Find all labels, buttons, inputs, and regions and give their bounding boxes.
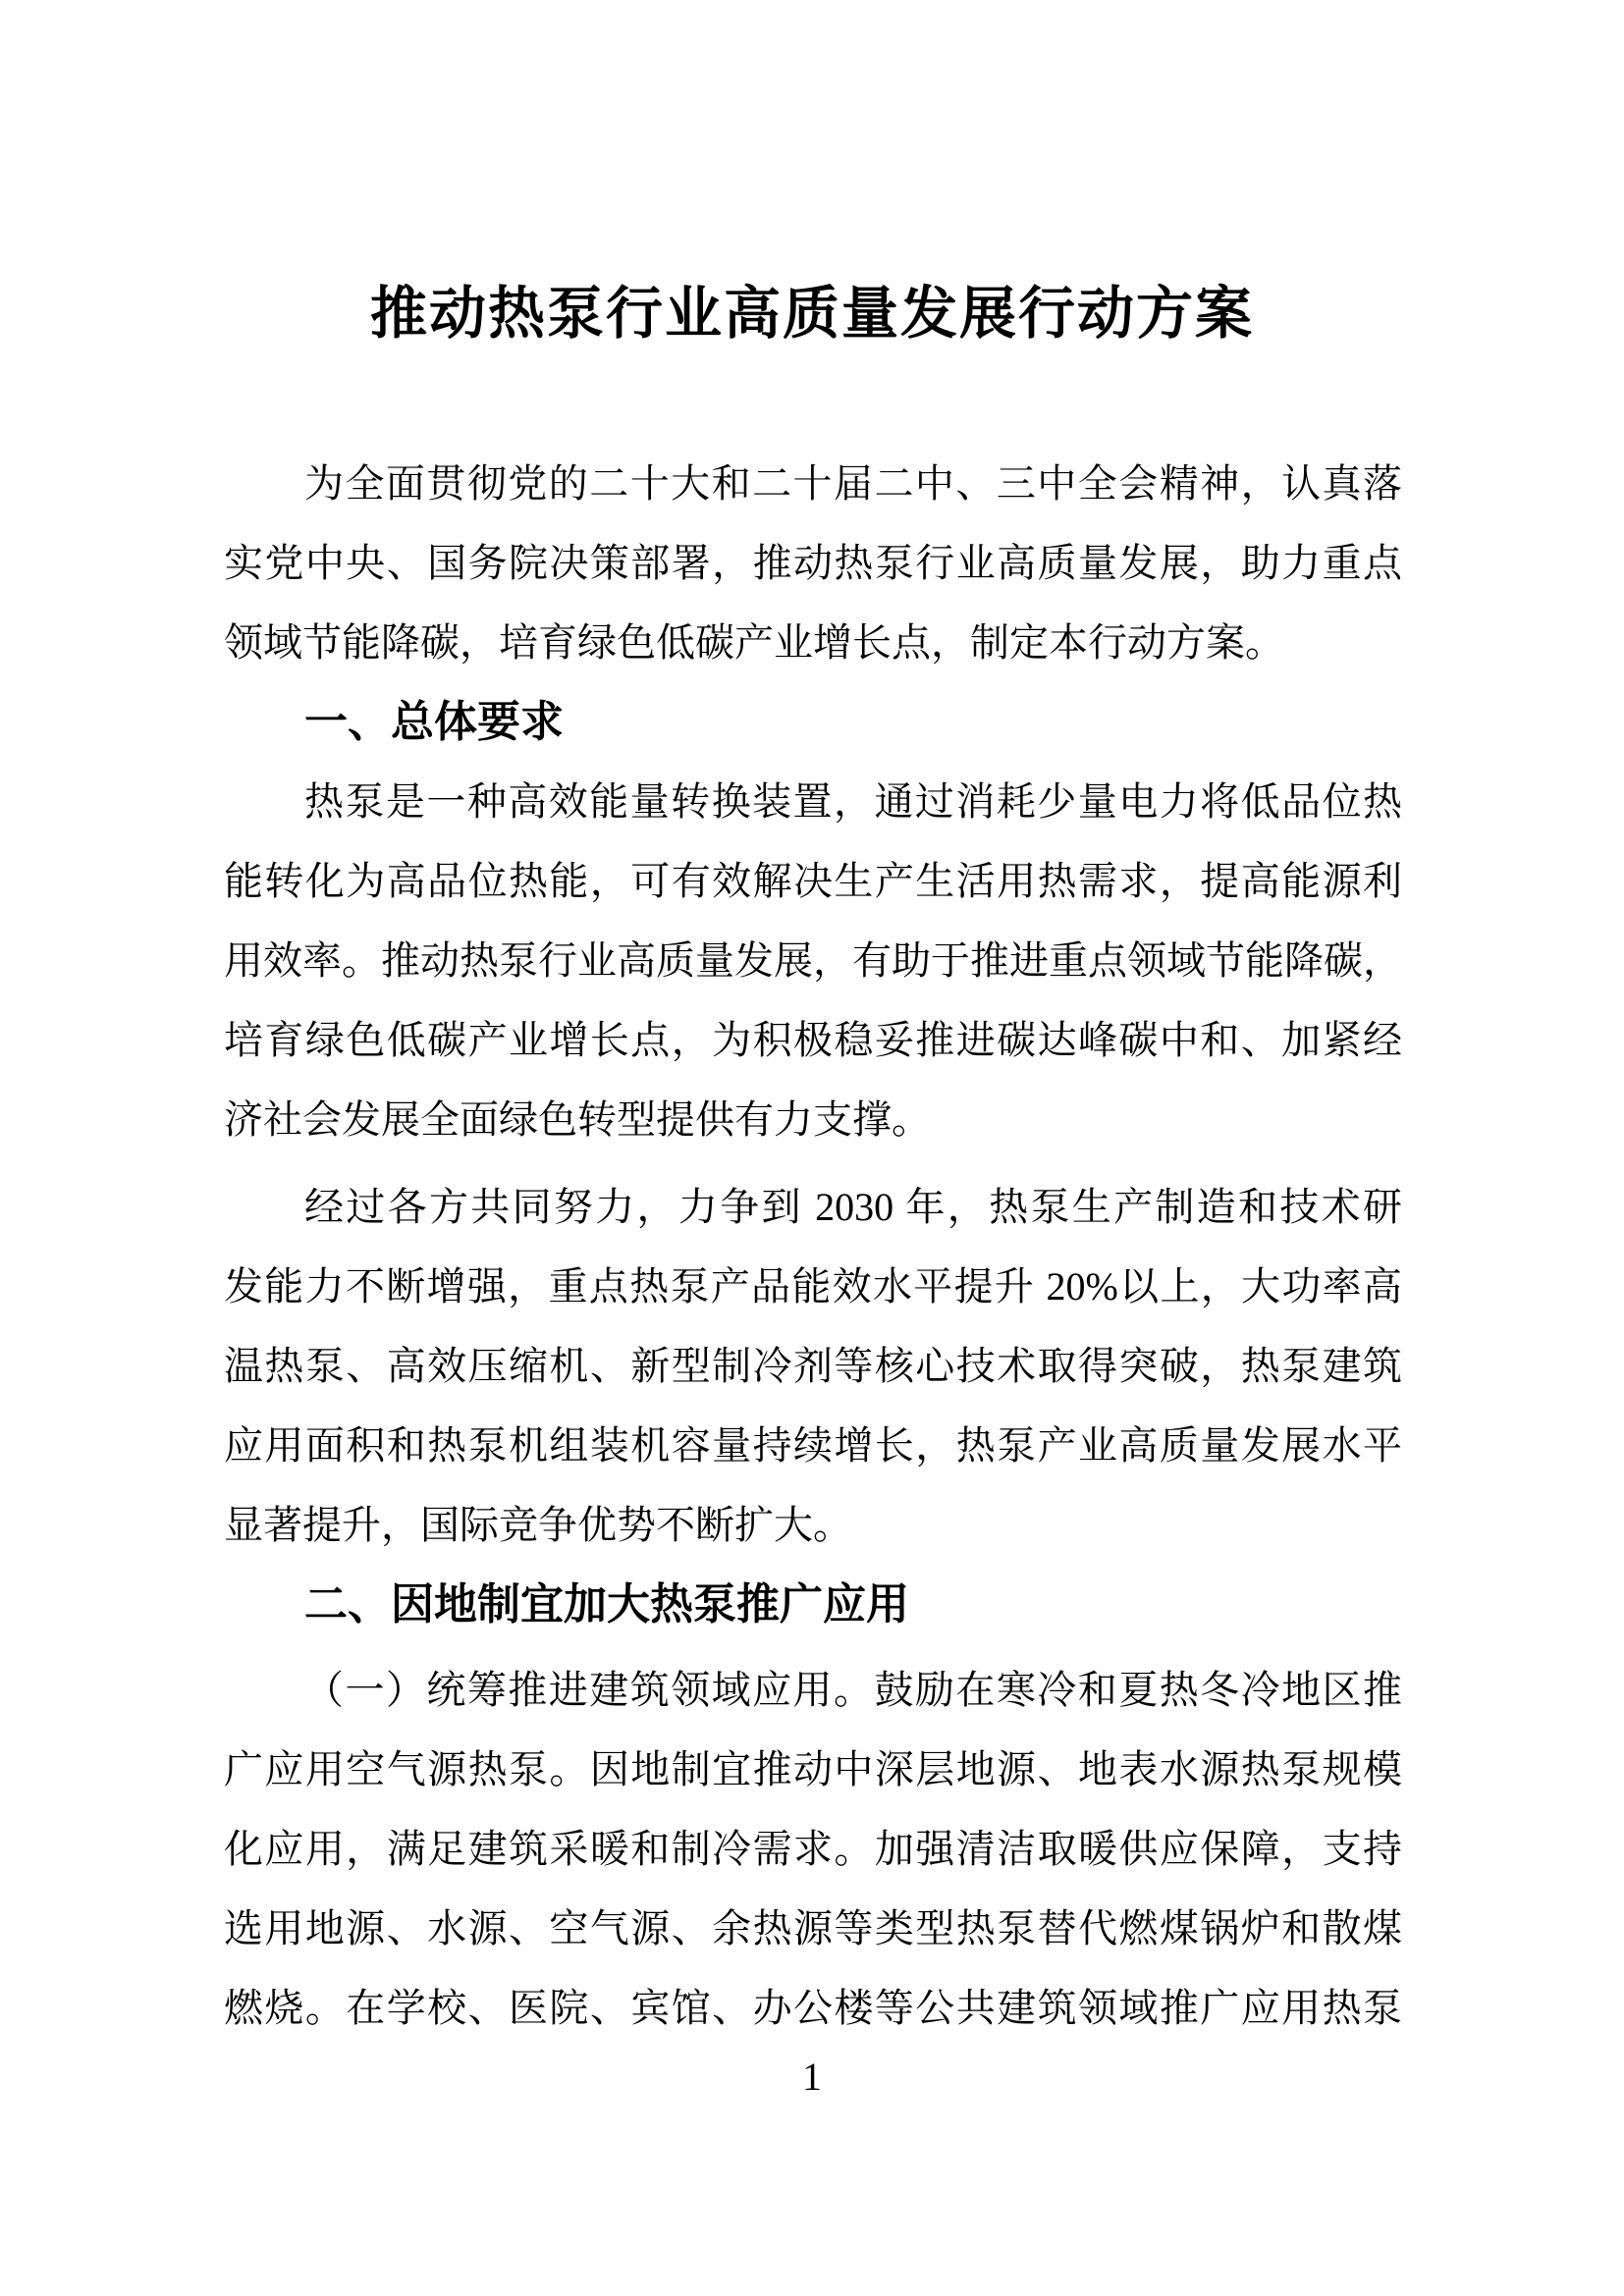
paragraph-line: 温热泵、高效压缩机、新型制冷剂等核心技术取得突破，热泵建筑 (224, 1344, 1402, 1388)
section-heading-1: 一、总体要求 (304, 698, 564, 746)
paragraph-line: 领域节能降碳，培育绿色低碳产业增长点，制定本行动方案。 (224, 620, 1284, 665)
paragraph-line: 用效率。推动热泵行业高质量发展，有助于推进重点领域节能降碳， (224, 938, 1402, 983)
paragraph-line: 经过各方共同努力，力争到 2030 年，热泵生产制造和技术研 (304, 1185, 1402, 1229)
paragraph-line: 热泵是一种高效能量转换装置，通过消耗少量电力将低品位热 (304, 779, 1402, 824)
paragraph-line: 化应用，满足建筑采暖和制冷需求。加强清洁取暖供应保障，支持 (224, 1827, 1402, 1871)
document-title: 推动热泵行业高质量发展行动方案 (369, 282, 1254, 346)
paragraph-line: 培育绿色低碳产业增长点，为积极稳妥推进碳达峰碳中和、加紧经 (224, 1018, 1402, 1062)
paragraph-line: 燃烧。在学校、医院、宾馆、办公楼等公共建筑领域推广应用热泵 (224, 1986, 1402, 2030)
paragraph-line: 发能力不断增强，重点热泵产品能效水平提升 20%以上，大功率高 (224, 1264, 1402, 1308)
paragraph-line: 显著提升，国际竞争优势不断扩大。 (224, 1503, 852, 1547)
document-body (224, 444, 1402, 2048)
section-heading-2: 二、因地制宜加大热泵推广应用 (304, 1580, 909, 1629)
paragraph-line: 济社会发展全面绿色转型提供有力支撑。 (224, 1097, 931, 1142)
paragraph-line: 选用地源、水源、空气源、余热源等类型热泵替代燃煤锅炉和散煤 (224, 1906, 1402, 1950)
paragraph-line: 实党中央、国务院决策部署，推动热泵行业高质量发展，助力重点 (224, 541, 1402, 585)
paragraph-line: 广应用空气源热泵。因地制宜推动中深层地源、地表水源热泵规模 (224, 1747, 1402, 1791)
paragraph-line: 为全面贯彻党的二十大和二十届二中、三中全会精神，认真落 (304, 461, 1402, 506)
paragraph-line: 应用面积和热泵机组装机容量持续增长，热泵产业高质量发展水平 (224, 1423, 1402, 1468)
paragraph-line: 能转化为高品位热能，可有效解决生产生活用热需求，提高能源利 (224, 859, 1402, 903)
paragraph-line: （一）统筹推进建筑领域应用。鼓励在寒冷和夏热冬冷地区推 (304, 1668, 1402, 1712)
page-number: 1 (802, 2055, 822, 2099)
